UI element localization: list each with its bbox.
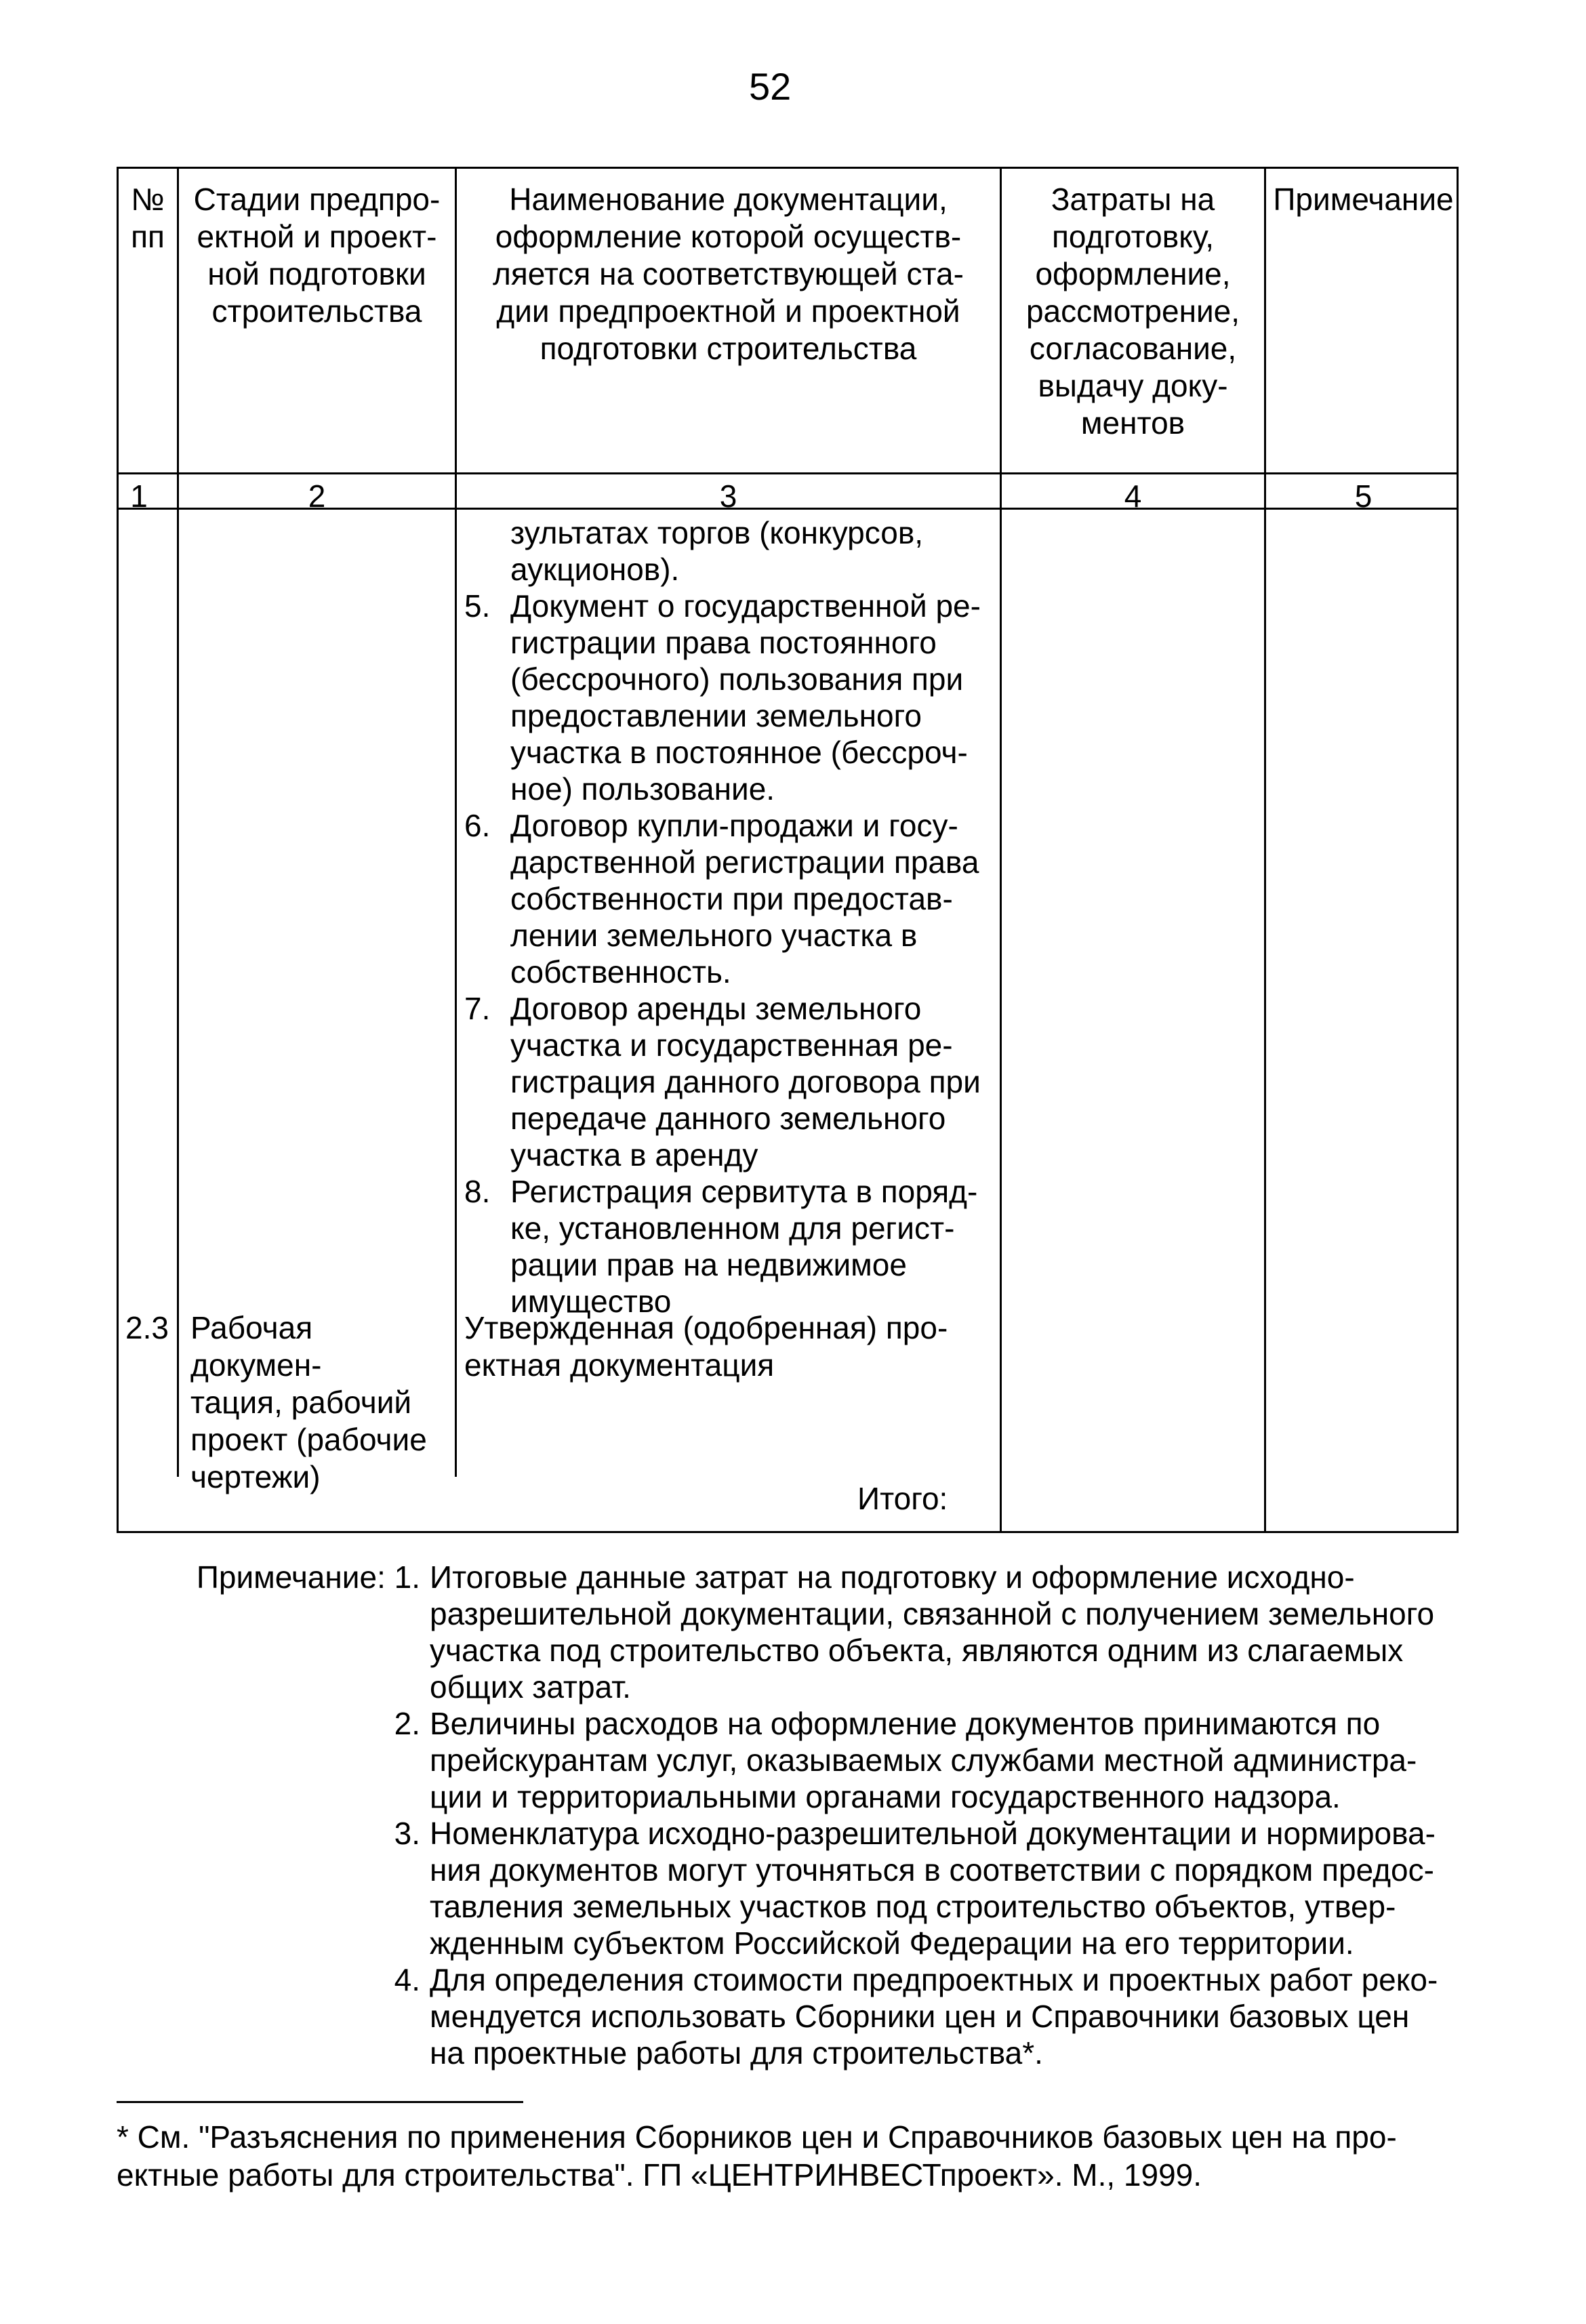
note-number: 2. bbox=[394, 1706, 420, 1741]
header-bottom-rule bbox=[119, 472, 1457, 474]
footnote-line: ектные работы для строительства". ГП «ЦЕНТРИНВЕСТпроект». М., 1999. bbox=[117, 2157, 1202, 2193]
note-line: участка под строительство объекта, являются одним из слагаемых bbox=[430, 1633, 1404, 1668]
item-line: дарственной регистрации права bbox=[510, 844, 979, 880]
note-text bbox=[430, 1815, 1447, 1961]
item-text bbox=[510, 1173, 1000, 1320]
row-2-3-stage bbox=[190, 1309, 451, 1496]
col-number-1: 1 bbox=[130, 478, 148, 514]
note-item bbox=[176, 1559, 1447, 1705]
note-line: Для определения стоимости предпроектных и проектных работ реко- bbox=[430, 1962, 1438, 1997]
note-line: общих затрат. bbox=[430, 1669, 631, 1705]
item-line: имущество bbox=[510, 1284, 672, 1319]
header-documentation: Наименование документации, оформление которой осуществ- ляется на соответствующей ста- дии предпроектной и проектной подготовки строительства bbox=[493, 182, 964, 366]
text-line: зультатах торгов (конкурсов, bbox=[510, 515, 924, 550]
note-text bbox=[430, 1705, 1447, 1815]
doc-line: ектная документация bbox=[464, 1347, 775, 1383]
item-line: (бессрочного) пользования при bbox=[510, 661, 964, 697]
note-line: на проектные работы для строительства*. bbox=[430, 2035, 1043, 2071]
item-line: гистрация данного договора при bbox=[510, 1064, 981, 1099]
document-item bbox=[464, 588, 1000, 807]
stage-line: проект (рабочие bbox=[190, 1422, 427, 1457]
item-number: 5. bbox=[464, 588, 491, 624]
note-line: мендуется использовать Сборники цен и Справочники базовых цен bbox=[430, 1999, 1410, 2034]
item-line: гистрации права постоянного bbox=[510, 625, 937, 660]
item-line: Договор аренды земельного bbox=[510, 991, 922, 1026]
col-divider-4 bbox=[1264, 169, 1266, 1531]
item-line: ное) пользование. bbox=[510, 771, 775, 807]
document-items-list bbox=[464, 588, 1000, 1320]
note-line: тавления земельных участков под строительство объектов, утвер- bbox=[430, 1889, 1396, 1924]
footnote bbox=[117, 2118, 1397, 2194]
note-line: разрешительной документации, связанной с получением земельного bbox=[430, 1596, 1435, 1631]
note-number: 3. bbox=[394, 1816, 420, 1851]
document-item bbox=[464, 807, 1000, 990]
col-divider-1 bbox=[177, 169, 179, 1477]
header-remarks: Примечание bbox=[1273, 182, 1454, 217]
note-line: Итоговые данные затрат на подготовку и оформление исходно- bbox=[430, 1559, 1355, 1595]
document-item bbox=[464, 990, 1000, 1173]
header-costs: Затраты на подготовку, оформление, рассмотрение, согласование, выдачу доку- ментов bbox=[1025, 182, 1240, 441]
item-line: Договор купли-продажи и госу- bbox=[510, 808, 958, 843]
item-line: собственности при предостав- bbox=[510, 881, 953, 916]
item-line: Документ о государственной ре- bbox=[510, 588, 981, 624]
col-number-3: 3 bbox=[719, 478, 737, 514]
documentation-table bbox=[117, 167, 1459, 1533]
note-line: ции и территориальными органами государственного надзора. bbox=[430, 1779, 1341, 1814]
item-text bbox=[510, 807, 1000, 990]
note-item bbox=[176, 1705, 1447, 1815]
stage-line: чертежи) bbox=[190, 1459, 321, 1494]
item-line: собственность. bbox=[510, 954, 731, 990]
item-line: предоставлении земельного bbox=[510, 698, 922, 733]
note-line: прейскурантам услуг, оказываемых службами местной администра- bbox=[430, 1742, 1417, 1778]
header-stages: Стадии предпро- ектной и проект- ной подготовки строительства bbox=[193, 182, 441, 329]
note-number: 4. bbox=[394, 1962, 420, 1997]
item-number: 6. bbox=[464, 808, 491, 843]
item-text bbox=[510, 588, 1000, 807]
item-number: 7. bbox=[464, 991, 491, 1026]
col-number-2: 2 bbox=[308, 478, 326, 514]
item-line: Регистрация сервитута в поряд- bbox=[510, 1174, 978, 1209]
stage-line: Рабочая докумен- bbox=[190, 1310, 322, 1383]
note-item bbox=[176, 1961, 1447, 2071]
note-line: Величины расходов на оформление документов принимаются по bbox=[430, 1706, 1381, 1741]
notes-section bbox=[176, 1559, 1447, 2071]
col-number-5: 5 bbox=[1354, 478, 1372, 514]
note-text bbox=[430, 1961, 1447, 2071]
stage-line: тация, рабочий bbox=[190, 1385, 412, 1420]
item-line: участка и государственная ре- bbox=[510, 1027, 953, 1063]
note-line: ния документов могут уточняться в соответствии с порядком предос- bbox=[430, 1852, 1434, 1888]
footnote-line: * См. "Разъяснения по применения Сборников цен и Справочников базовых цен на про- bbox=[117, 2119, 1397, 2155]
document-item bbox=[464, 1173, 1000, 1320]
header-num: № пп bbox=[131, 182, 165, 254]
note-line: жденным субъектом Российской Федерации на его территории. bbox=[430, 1925, 1354, 1961]
col-number-4: 4 bbox=[1124, 478, 1142, 514]
item-line: лении земельного участка в bbox=[510, 918, 918, 953]
item-line: передаче данного земельного bbox=[510, 1101, 946, 1136]
note-line: Номенклатура исходно-разрешительной документации и нормирова- bbox=[430, 1816, 1436, 1851]
note-number: Примечание: 1. bbox=[196, 1559, 420, 1595]
footnote-rule bbox=[117, 2101, 523, 2103]
note-item bbox=[176, 1815, 1447, 1961]
notes-list bbox=[176, 1559, 1447, 2071]
item-number: 8. bbox=[464, 1174, 491, 1209]
item-line: ке, установленном для регист- bbox=[510, 1210, 955, 1246]
item-line: участка в постоянное (бессроч- bbox=[510, 735, 968, 770]
row-2-3-documentation bbox=[464, 1309, 996, 1384]
item-text bbox=[510, 990, 1000, 1173]
text-line: аукционов). bbox=[510, 552, 680, 587]
doc-line: Утвержденная (одобренная) про- bbox=[464, 1310, 948, 1345]
note-text bbox=[430, 1559, 1447, 1705]
page-number: 52 bbox=[749, 65, 792, 108]
total-label: Итого: bbox=[857, 1481, 948, 1516]
item-line: участка в аренду bbox=[510, 1137, 758, 1173]
row-2-3-number: 2.3 bbox=[125, 1310, 169, 1345]
continuation-text bbox=[510, 514, 995, 588]
item-line: рации прав на недвижимое bbox=[510, 1247, 907, 1282]
